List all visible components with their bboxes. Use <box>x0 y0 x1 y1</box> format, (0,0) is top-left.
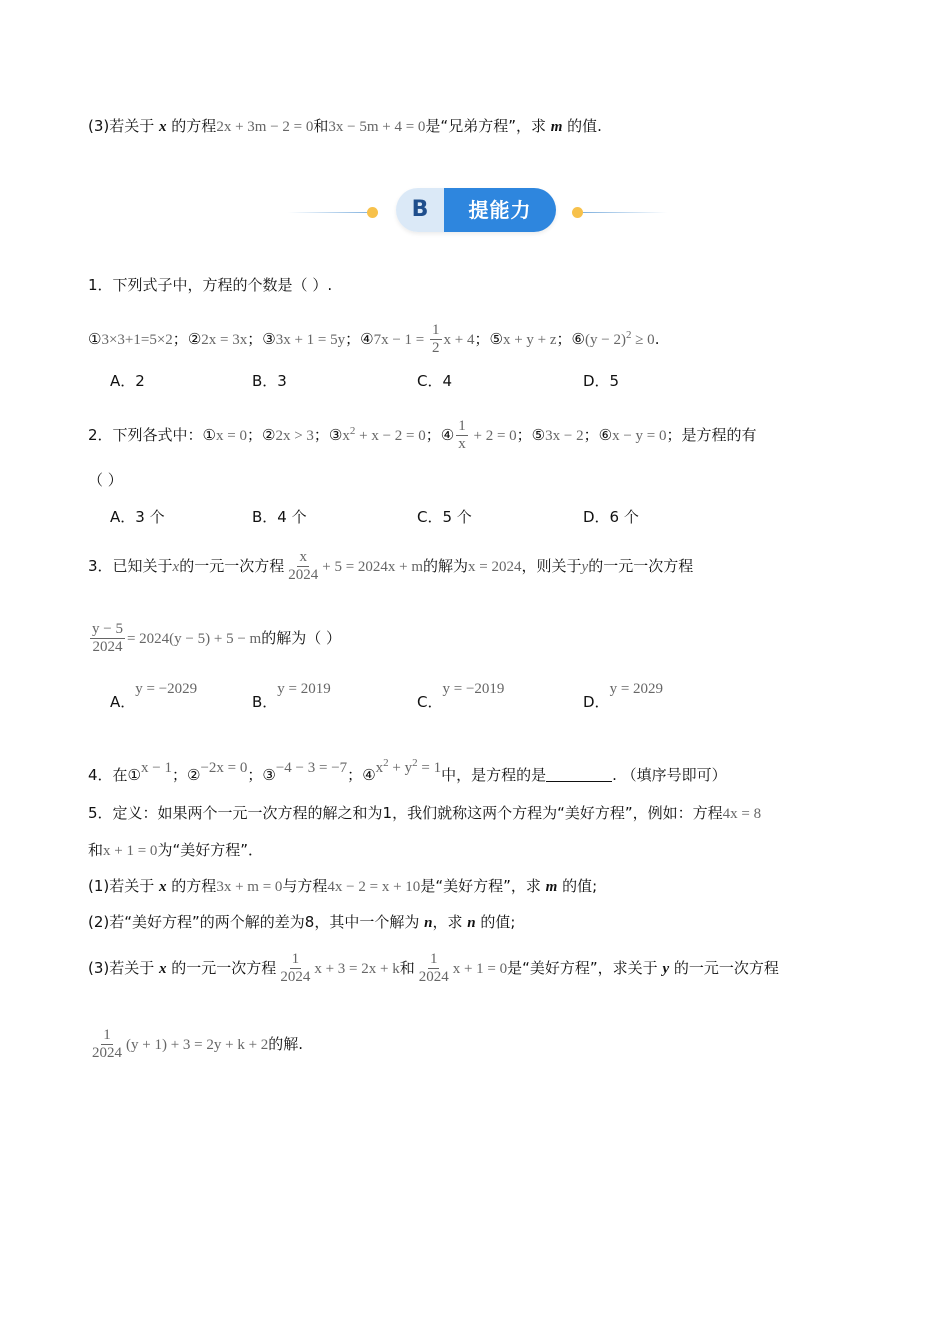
fraction: $\frac{1}{x}$ <box>458 418 466 452</box>
fraction: $\frac{1}{2}$ <box>432 322 440 356</box>
q5-part-2: (2)若“美好方程”的两个解的差为8，其中一个解为 n，求 n 的值; <box>88 913 516 931</box>
q2-paren: （ ） <box>88 471 123 489</box>
q3-option-b[interactable]: B．y = 2019 <box>252 681 331 711</box>
q2-option-c[interactable]: C．5 个 <box>417 508 472 526</box>
equation: 3x − 5m + 4 = 0 <box>328 119 426 135</box>
section-letter: B <box>396 188 444 232</box>
equation: 2x + 3m − 2 = 0 <box>216 119 314 135</box>
prev-question-3: (3)若关于 x 的方程2x + 3m − 2 = 0和3x − 5m + 4 = 0是“兄弟方程”，求 m 的值. <box>88 117 602 135</box>
fraction: $\frac{1}{2024}$ <box>280 951 311 985</box>
q5-part-3-equation: $\frac{1}{2024}$ (y + 1) + 3 = 2y + k + 2的解. <box>92 1027 304 1061</box>
q3-option-a[interactable]: A．y = −2029 <box>110 681 198 711</box>
q3-stem: 3．已知关于x的一元一次方程 $\frac{x}{2024}$ + 5 = 2024x + m的解为x = 2024，则关于y的一元一次方程 <box>88 549 694 583</box>
q4-stem: 4．在①x − 1；②−2x = 0；③−4 − 3 = −7；$④x^2 + y^2 = 1$中，是方程的是 . （填序号即可） <box>88 757 727 784</box>
answer-blank[interactable] <box>546 767 612 782</box>
q2-option-d[interactable]: D．6 个 <box>583 508 639 526</box>
section-badge <box>396 188 556 232</box>
q1-option-a[interactable]: A．2 <box>110 372 145 390</box>
banner-dot-right <box>572 207 583 218</box>
q5-example: 和x + 1 = 0为“美好方程”． <box>88 841 263 859</box>
fraction: $\frac{y - 5}{2024}$ <box>92 621 123 655</box>
q2-stem: 2．下列各式中：①x = 0；②2x > 3；$③x^2 + x - 2 = 0$；④ $\frac{1}{x}$ + 2 = 0；⑤3x − 2；⑥x − y = 0；是方程的有 <box>88 418 757 452</box>
q2-option-a[interactable]: A．3 个 <box>110 508 165 526</box>
banner-dot-left <box>367 207 378 218</box>
q5-part-1: (1)若关于 x 的方程3x + m = 0与方程4x − 2 = x + 10是“美好方程”，求 m 的值; <box>88 877 598 895</box>
banner-line-right <box>583 212 667 213</box>
q1-option-d[interactable]: D．5 <box>583 372 620 390</box>
q1-stem: 1．下列式子中，方程的个数是（ ）. <box>88 276 333 294</box>
q3-equation: $\frac{y - 5}{2024}$ = 2024(y − 5) + 5 − m的解为（ ） <box>92 621 341 655</box>
q3-option-c[interactable]: C．y = −2019 <box>417 681 505 711</box>
q1-option-b[interactable]: B．3 <box>252 372 287 390</box>
q5-definition: 5．定义：如果两个一元一次方程的解之和为1，我们就称这两个方程为“美好方程”，例如：方程4x = 8 <box>88 804 762 822</box>
q1-option-c[interactable]: C．4 <box>417 372 453 390</box>
q3-option-d[interactable]: D．y = 2029 <box>583 681 664 711</box>
section-title: 提能力 <box>444 188 556 232</box>
q1-items: ①3×3+1=5×2；②2x = 3x；③3x + 1 = 5y；④7x − 1 = $\frac{1}{2}$ x + 4；⑤x + y + z；⑥(y − 2)$^2$ ≥ 0. <box>88 322 660 356</box>
q5-part-3: (3)若关于 x 的一元一次方程 $\frac{1}{2024}$ x + 3 = 2x + k和 $\frac{1}{2024}$ x + 1 = 0是“美好方程”，求关于 y 的一元一次方程 <box>88 951 779 985</box>
fraction: $\frac{x}{2024}$ <box>288 549 319 583</box>
q2-option-b[interactable]: B．4 个 <box>252 508 307 526</box>
fraction: $\frac{1}{2024}$ <box>418 951 449 985</box>
banner-line-left <box>288 212 372 213</box>
fraction: $\frac{1}{2024}$ <box>92 1027 122 1061</box>
